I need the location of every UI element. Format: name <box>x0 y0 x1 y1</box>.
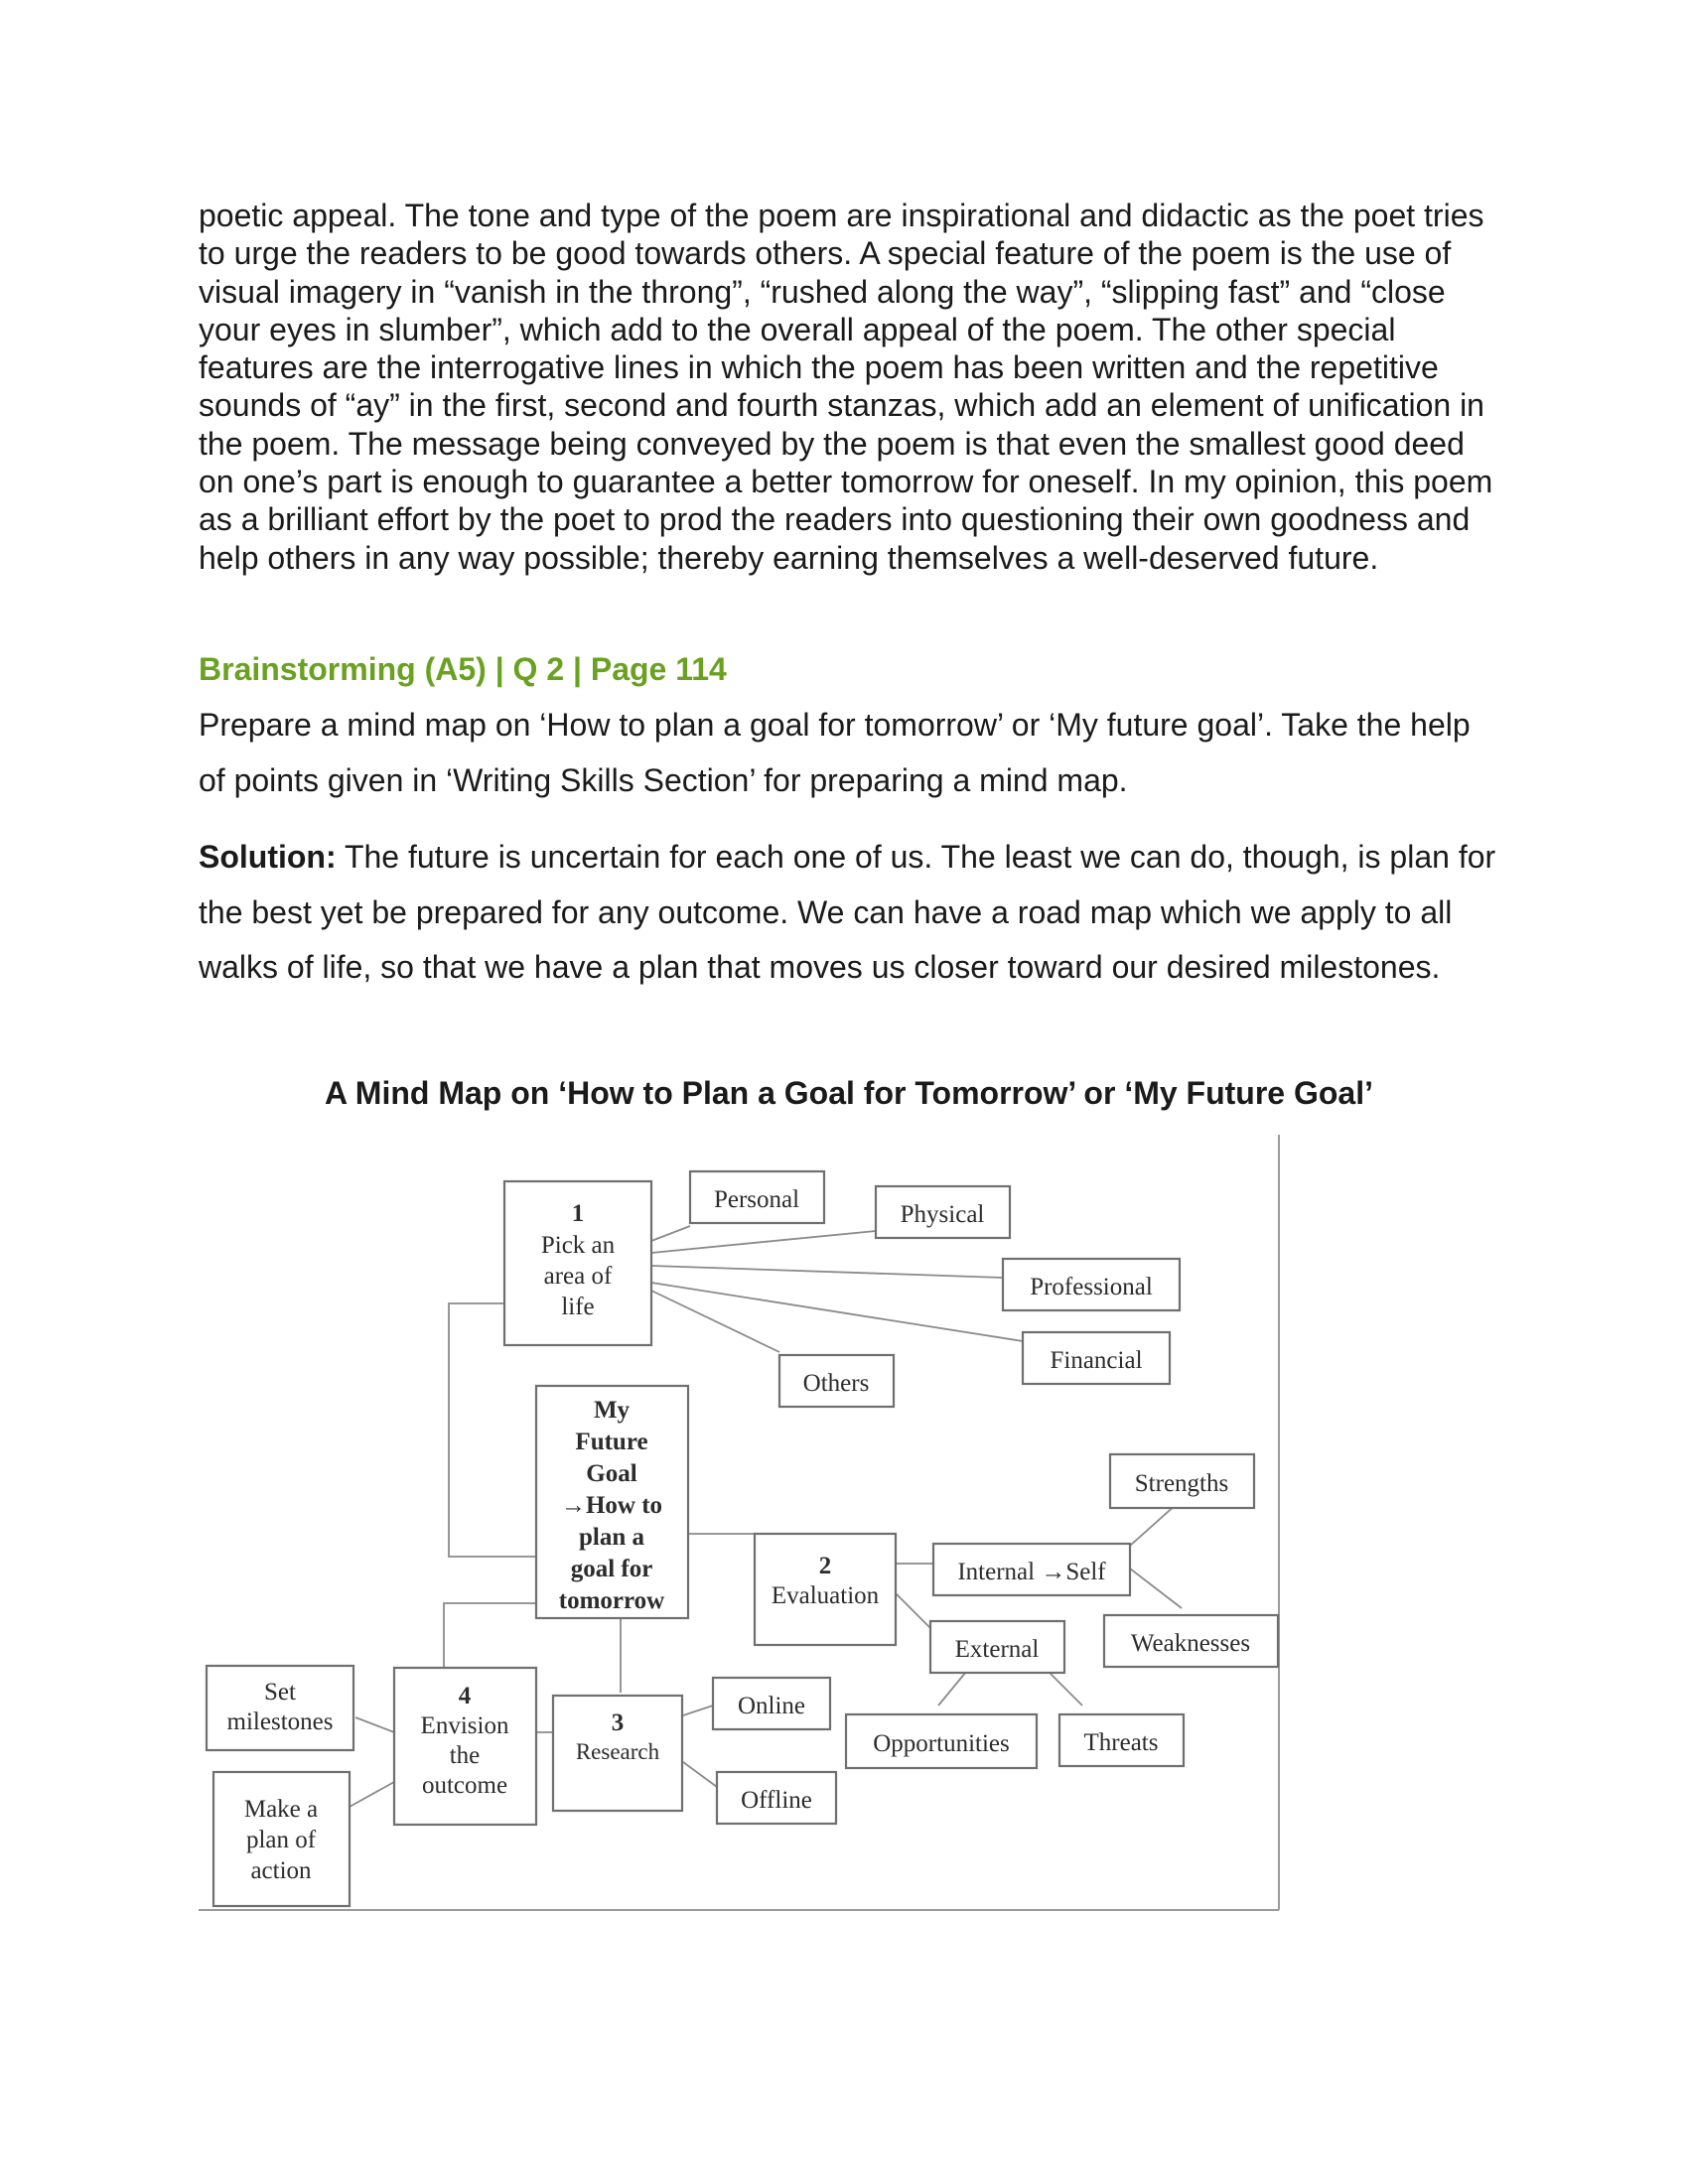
svg-text:outcome: outcome <box>421 1772 508 1799</box>
node-professional <box>1003 1259 1180 1310</box>
node-offline <box>717 1772 836 1824</box>
intro-paragraph: poetic appeal. The tone and type of the poem are inspirational and didactic as the poet tries to urge the readers to be good towards others. A special feature of the poem is the use of visual imagery in “vanish in the throng”, “rushed along the way”, “slipping fast” and “close your eyes in slumber”, which add to the overall appeal of the poem. The other special features are the interrogative lines in which the poem has been written and the repetitive sounds of “ay” in the first, second and fourth stanzas, which add an element of unification in the poem. The message being conveyed by the poem is that even the smallest good deed on one’s part is enough to guarantee a better tomorrow for oneself. In my opinion, this poem as a brilliant effort by the poet to prod the readers into questioning their own goodness and help others in any way possible; thereby earning themselves a well-deserved future. <box>199 198 1493 576</box>
svg-text:action: action <box>250 1857 312 1884</box>
svg-text:4: 4 <box>458 1683 472 1709</box>
node-opportunities <box>846 1714 1037 1768</box>
svg-text:→How to: →How to <box>560 1492 663 1519</box>
svg-text:Pick an: Pick an <box>540 1232 616 1259</box>
svg-text:2: 2 <box>818 1553 832 1579</box>
svg-text:plan of: plan of <box>245 1827 317 1853</box>
node-weaknesses <box>1104 1615 1278 1667</box>
svg-text:3: 3 <box>611 1709 625 1736</box>
svg-text:Set: Set <box>264 1679 296 1706</box>
svg-text:Strengths: Strengths <box>1134 1470 1229 1497</box>
svg-text:My: My <box>593 1397 631 1424</box>
svg-text:life: life <box>561 1294 595 1320</box>
svg-text:Physical: Physical <box>900 1201 985 1228</box>
solution-text: The future is uncertain for each one of us. The least we can do, though, is plan for the best yet be prepared for any outcome. We can have a road map which we apply to all walks of life, so that we have a plan that moves us closer toward our desired milestones. <box>199 839 1496 985</box>
solution-label: Solution: <box>199 839 337 875</box>
section-heading: Brainstorming (A5) | Q 2 | Page 114 <box>199 651 727 687</box>
node-set-milestones <box>207 1666 353 1750</box>
svg-text:Personal: Personal <box>713 1186 800 1213</box>
node-financial <box>1023 1332 1170 1384</box>
svg-text:1: 1 <box>571 1200 585 1227</box>
svg-text:Threats: Threats <box>1083 1729 1159 1756</box>
svg-text:Opportunities: Opportunities <box>873 1730 1010 1757</box>
mind-map-title: A Mind Map on ‘How to Plan a Goal for Tomorrow’ or ‘My Future Goal’ <box>324 1075 1373 1111</box>
node-envision-outcome <box>394 1668 536 1825</box>
svg-text:milestones: milestones <box>226 1708 334 1735</box>
svg-text:plan a: plan a <box>578 1524 645 1551</box>
node-center-goal <box>536 1386 688 1618</box>
svg-text:Online: Online <box>737 1693 806 1719</box>
svg-text:goal for: goal for <box>570 1556 653 1582</box>
node-physical <box>876 1186 1010 1238</box>
node-plan-of-action <box>213 1772 350 1906</box>
node-strengths <box>1110 1454 1254 1508</box>
svg-text:area of: area of <box>543 1263 613 1290</box>
node-pick-area <box>504 1181 651 1345</box>
svg-text:Envision: Envision <box>420 1712 509 1739</box>
svg-text:tomorrow: tomorrow <box>558 1587 665 1614</box>
node-internal-self <box>933 1544 1130 1595</box>
svg-text:Weaknesses: Weaknesses <box>1130 1630 1251 1657</box>
svg-text:Research: Research <box>575 1739 660 1764</box>
node-others <box>779 1355 894 1407</box>
svg-text:Make a: Make a <box>243 1796 319 1823</box>
node-external <box>930 1621 1064 1673</box>
svg-text:Internal →Self: Internal →Self <box>957 1559 1106 1585</box>
svg-text:Evaluation: Evaluation <box>771 1582 880 1609</box>
svg-text:External: External <box>954 1636 1040 1663</box>
node-threats <box>1059 1714 1184 1766</box>
svg-text:Offline: Offline <box>741 1787 812 1814</box>
svg-text:Professional: Professional <box>1030 1274 1153 1300</box>
svg-text:Goal: Goal <box>586 1460 637 1487</box>
svg-text:Future: Future <box>575 1429 648 1455</box>
svg-text:Others: Others <box>802 1370 870 1397</box>
svg-text:Financial: Financial <box>1050 1347 1143 1374</box>
node-online <box>713 1678 830 1729</box>
question-text: Prepare a mind map on ‘How to plan a goal for tomorrow’ or ‘My future goal’. Take the help of points given in ‘Writing Skills Section’ for preparing a mind map. <box>199 707 1471 798</box>
node-personal <box>690 1171 824 1223</box>
svg-text:the: the <box>449 1742 481 1769</box>
node-research <box>553 1696 682 1811</box>
node-evaluation <box>755 1534 896 1645</box>
